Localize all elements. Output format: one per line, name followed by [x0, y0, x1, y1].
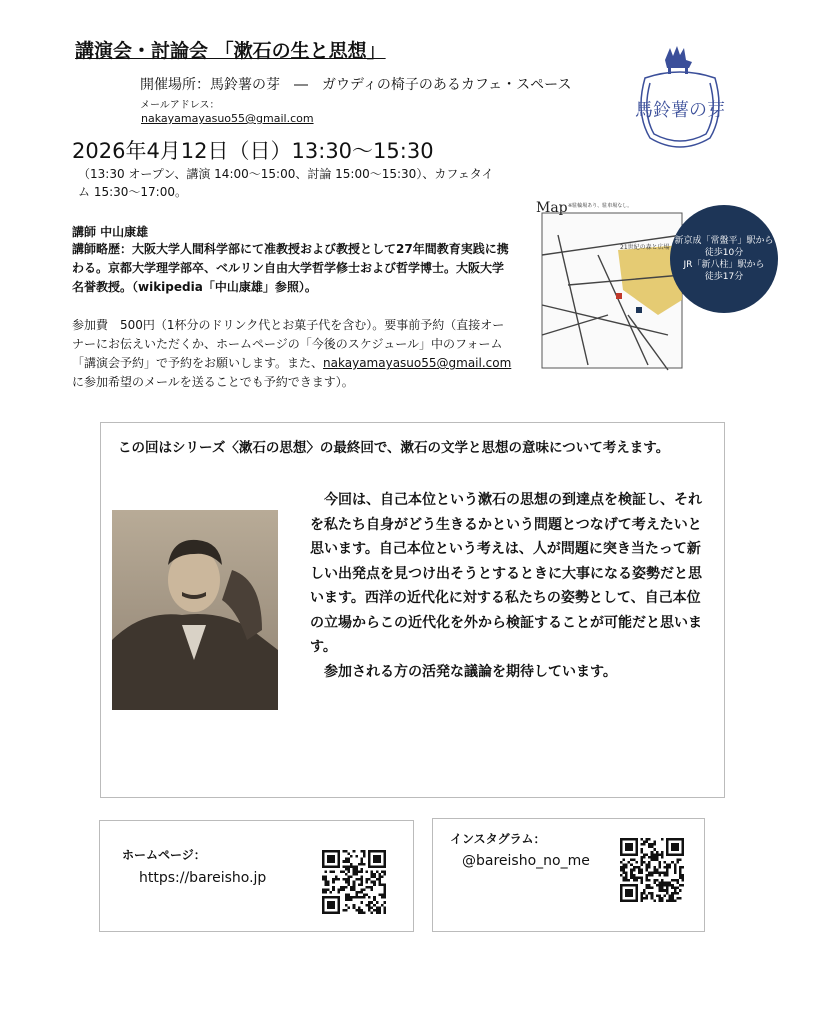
series-intro: この回はシリーズ〈漱石の思想〉の最終回で、漱石の文学と思想の意味について考えます。: [118, 440, 670, 456]
fee-text: [72, 316, 512, 392]
homepage-qr-code[interactable]: [322, 850, 386, 914]
fee-text-part1: 参加費 500円（1杯分のドリンク代とお菓子代を含む）。要事前予約（直接オーナーにお伝えいただくか、ホームページの「今後のスケジュール」中のフォーム「講演会予約」で予約をお願いします。また、: [72, 318, 505, 370]
fee-mail-link[interactable]: nakayamayasuo55@gmail.com: [323, 356, 512, 370]
main-body-text: [310, 488, 710, 684]
mail-label: メールアドレス：: [140, 100, 220, 111]
map-title: Map: [536, 200, 568, 216]
access-line-1: 新京成「常盤平」駅から: [674, 236, 774, 246]
logo-text: 馬鈴薯の芽: [635, 100, 725, 121]
lecturer-career: 講師略歴：大阪大学人間科学部にて准教授および教授として27年間教育実践に携わる。京都大学理学部卒、ベルリン自由大学哲学修士および哲学博士。大阪大学名誉教授。（wikipedia「中山康雄」参照）。: [72, 242, 509, 294]
fee-text-part2: に参加希望のメールを送ることでも予約できます）。: [72, 375, 354, 389]
event-datetime: 2026年4月12日（日）13:30〜15:30: [72, 139, 434, 163]
instagram-qr-code[interactable]: [620, 838, 684, 902]
lecturer-name: 講師 中山康雄: [72, 225, 149, 239]
homepage-url[interactable]: https://bareisho.jp: [139, 870, 267, 886]
mail-address-link[interactable]: nakayamayasuo55@gmail.com: [141, 112, 314, 125]
access-line-3: JR「新八柱」駅から: [683, 260, 765, 270]
main-closing-paragraph: 参加される方の活発な議論を期待しています。: [310, 663, 617, 680]
instagram-label: インスタグラム：: [450, 832, 546, 846]
main-body-paragraph: 今回は、自己本位という漱石の思想の到達点を検証し、それを私たち自身がどう生きるかという問題とつなげて考えたいと思います。自己本位という考えは、人が問題に突き当たって新しい出発点を見つけ出そうとするときに大事になる姿勢だと思います。西洋の近代化に対する私たちの姿勢として、自己本位の立場からこの近代化を外から検証することが可能だと思います。: [310, 492, 702, 655]
bareisho-logo: [630, 38, 730, 158]
page-title: 講演会・討論会 「漱石の生と思想」: [75, 40, 386, 62]
venue-text: 開催場所：馬鈴薯の芽 ― ガウディの椅子のあるカフェ・スペース: [140, 77, 572, 93]
map-note: ※駐輪場あり、駐車場なし。: [568, 203, 633, 209]
instagram-handle[interactable]: @bareisho_no_me: [462, 853, 590, 869]
map-park-label: 21世紀の森と広場: [620, 244, 670, 251]
portrait-photo: [112, 510, 278, 710]
event-schedule: （13:30 オープン、講演 14:00〜15:00、討論 15:00〜15:30）、カフェタイム 15:30〜17:00。: [78, 167, 494, 199]
access-bubble: [670, 205, 778, 313]
access-line-2: 徒歩10分: [704, 248, 744, 258]
area-map: [528, 195, 688, 373]
homepage-label: ホームページ：: [122, 848, 206, 862]
access-line-4: 徒歩17分: [704, 272, 744, 282]
